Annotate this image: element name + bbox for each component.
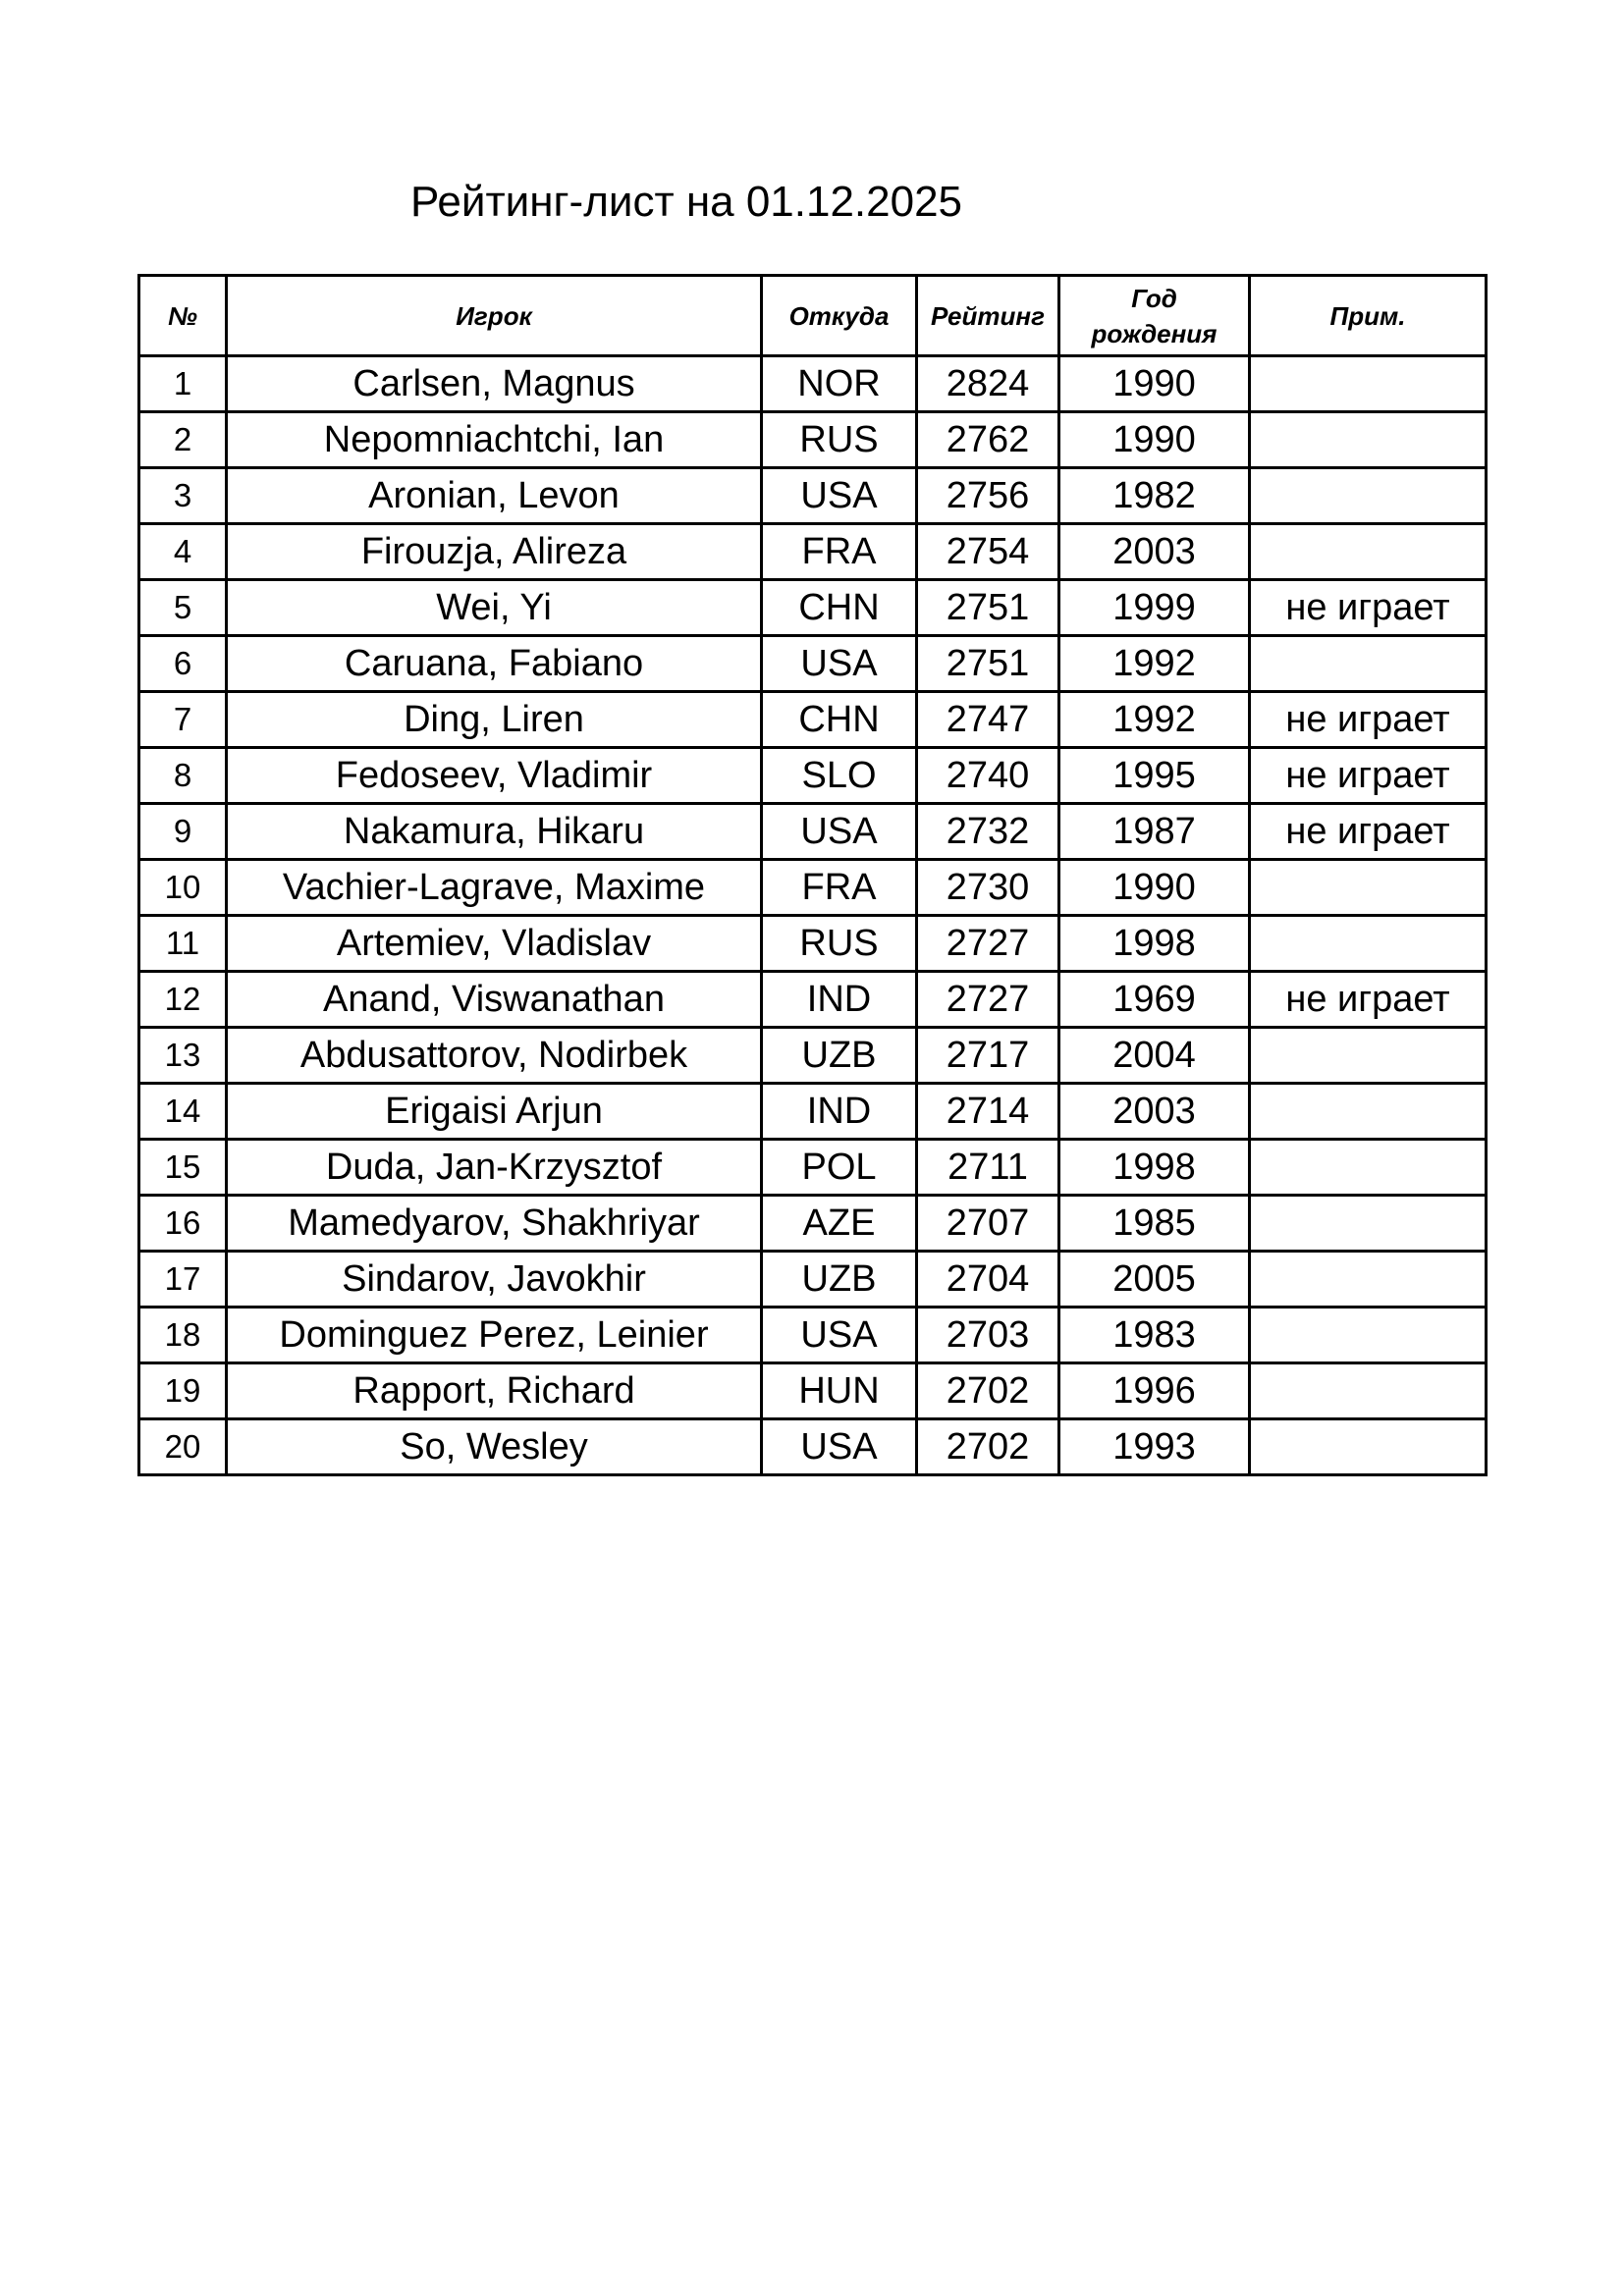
cell-birth-year: 1983 — [1059, 1308, 1250, 1363]
cell-note: не играет — [1250, 580, 1487, 636]
cell-birth-year: 1992 — [1059, 636, 1250, 692]
cell-note — [1250, 1308, 1487, 1363]
table-row — [139, 1308, 1487, 1363]
cell-rating: 2727 — [917, 972, 1059, 1028]
rating-table — [137, 274, 1488, 1476]
cell-player: Carlsen, Magnus — [227, 356, 762, 412]
cell-num: 1 — [139, 356, 227, 412]
table-row — [139, 1028, 1487, 1084]
header-note: Прим. — [1250, 276, 1487, 356]
cell-num: 13 — [139, 1028, 227, 1084]
table-row — [139, 1140, 1487, 1196]
cell-rating: 2751 — [917, 580, 1059, 636]
cell-country: IND — [762, 972, 917, 1028]
cell-rating: 2747 — [917, 692, 1059, 748]
cell-country: RUS — [762, 412, 917, 468]
cell-rating: 2727 — [917, 916, 1059, 972]
cell-num: 9 — [139, 804, 227, 860]
cell-rating: 2711 — [917, 1140, 1059, 1196]
cell-country: CHN — [762, 692, 917, 748]
cell-rating: 2702 — [917, 1363, 1059, 1419]
cell-country: SLO — [762, 748, 917, 804]
page-title: Рейтинг-лист на 01.12.2025 — [410, 178, 963, 226]
cell-player: Fedoseev, Vladimir — [227, 748, 762, 804]
cell-note — [1250, 1140, 1487, 1196]
cell-rating: 2732 — [917, 804, 1059, 860]
cell-rating: 2702 — [917, 1419, 1059, 1475]
cell-num: 5 — [139, 580, 227, 636]
cell-birth-year: 1992 — [1059, 692, 1250, 748]
cell-player: Duda, Jan-Krzysztof — [227, 1140, 762, 1196]
table-body — [139, 356, 1487, 1475]
cell-rating: 2762 — [917, 412, 1059, 468]
table-row — [139, 916, 1487, 972]
cell-player: Nakamura, Hikaru — [227, 804, 762, 860]
cell-note — [1250, 1028, 1487, 1084]
cell-birth-year: 1999 — [1059, 580, 1250, 636]
cell-note: не играет — [1250, 748, 1487, 804]
cell-player: Firouzja, Alireza — [227, 524, 762, 580]
cell-player: Rapport, Richard — [227, 1363, 762, 1419]
table-header-row — [139, 276, 1487, 356]
cell-country: USA — [762, 636, 917, 692]
table-row — [139, 748, 1487, 804]
cell-player: Vachier-Lagrave, Maxime — [227, 860, 762, 916]
cell-birth-year: 1993 — [1059, 1419, 1250, 1475]
cell-num: 7 — [139, 692, 227, 748]
cell-num: 2 — [139, 412, 227, 468]
table-row — [139, 972, 1487, 1028]
table-row — [139, 468, 1487, 524]
cell-rating: 2754 — [917, 524, 1059, 580]
cell-country: FRA — [762, 524, 917, 580]
cell-note: не играет — [1250, 692, 1487, 748]
table-row — [139, 1252, 1487, 1308]
cell-rating: 2824 — [917, 356, 1059, 412]
cell-num: 16 — [139, 1196, 227, 1252]
header-rating: Рейтинг — [917, 276, 1059, 356]
cell-player: Mamedyarov, Shakhriyar — [227, 1196, 762, 1252]
cell-birth-year: 1987 — [1059, 804, 1250, 860]
table-row — [139, 692, 1487, 748]
cell-rating: 2751 — [917, 636, 1059, 692]
cell-birth-year: 2003 — [1059, 1084, 1250, 1140]
cell-rating: 2704 — [917, 1252, 1059, 1308]
cell-player: Ding, Liren — [227, 692, 762, 748]
header-birth-year-line2: рождения — [1091, 318, 1218, 348]
cell-num: 17 — [139, 1252, 227, 1308]
table-row — [139, 356, 1487, 412]
cell-birth-year: 1998 — [1059, 1140, 1250, 1196]
cell-country: HUN — [762, 1363, 917, 1419]
cell-note — [1250, 524, 1487, 580]
cell-rating: 2707 — [917, 1196, 1059, 1252]
cell-country: USA — [762, 468, 917, 524]
cell-country: USA — [762, 1419, 917, 1475]
cell-num: 15 — [139, 1140, 227, 1196]
cell-rating: 2717 — [917, 1028, 1059, 1084]
header-birth-year — [1059, 276, 1250, 356]
cell-birth-year: 1990 — [1059, 356, 1250, 412]
table-row — [139, 1419, 1487, 1475]
cell-birth-year: 1998 — [1059, 916, 1250, 972]
cell-note: не играет — [1250, 972, 1487, 1028]
cell-note — [1250, 636, 1487, 692]
table-row — [139, 636, 1487, 692]
cell-rating: 2740 — [917, 748, 1059, 804]
cell-birth-year: 1985 — [1059, 1196, 1250, 1252]
header-player: Игрок — [227, 276, 762, 356]
cell-num: 11 — [139, 916, 227, 972]
cell-player: So, Wesley — [227, 1419, 762, 1475]
cell-country: USA — [762, 1308, 917, 1363]
cell-birth-year: 2003 — [1059, 524, 1250, 580]
cell-birth-year: 1990 — [1059, 412, 1250, 468]
cell-player: Erigaisi Arjun — [227, 1084, 762, 1140]
table-row — [139, 860, 1487, 916]
cell-country: FRA — [762, 860, 917, 916]
cell-num: 18 — [139, 1308, 227, 1363]
cell-note — [1250, 412, 1487, 468]
cell-player: Dominguez Perez, Leinier — [227, 1308, 762, 1363]
header-birth-year-line1: Год — [1131, 283, 1177, 313]
table-row — [139, 580, 1487, 636]
cell-note — [1250, 916, 1487, 972]
cell-country: UZB — [762, 1252, 917, 1308]
header-country: Откуда — [762, 276, 917, 356]
cell-player: Caruana, Fabiano — [227, 636, 762, 692]
cell-num: 12 — [139, 972, 227, 1028]
cell-num: 14 — [139, 1084, 227, 1140]
cell-note — [1250, 1363, 1487, 1419]
cell-birth-year: 2005 — [1059, 1252, 1250, 1308]
cell-rating: 2714 — [917, 1084, 1059, 1140]
cell-note — [1250, 356, 1487, 412]
table-row — [139, 1084, 1487, 1140]
cell-note — [1250, 1196, 1487, 1252]
cell-num: 19 — [139, 1363, 227, 1419]
cell-note: не играет — [1250, 804, 1487, 860]
cell-num: 6 — [139, 636, 227, 692]
cell-country: IND — [762, 1084, 917, 1140]
cell-note — [1250, 1252, 1487, 1308]
cell-num: 10 — [139, 860, 227, 916]
cell-country: CHN — [762, 580, 917, 636]
cell-rating: 2703 — [917, 1308, 1059, 1363]
cell-player: Sindarov, Javokhir — [227, 1252, 762, 1308]
cell-note — [1250, 468, 1487, 524]
cell-birth-year: 2004 — [1059, 1028, 1250, 1084]
cell-num: 3 — [139, 468, 227, 524]
table-row — [139, 412, 1487, 468]
cell-num: 20 — [139, 1419, 227, 1475]
cell-player: Abdusattorov, Nodirbek — [227, 1028, 762, 1084]
cell-rating: 2730 — [917, 860, 1059, 916]
table-row — [139, 1196, 1487, 1252]
cell-num: 8 — [139, 748, 227, 804]
cell-country: POL — [762, 1140, 917, 1196]
cell-country: RUS — [762, 916, 917, 972]
cell-birth-year: 1990 — [1059, 860, 1250, 916]
cell-birth-year: 1982 — [1059, 468, 1250, 524]
cell-num: 4 — [139, 524, 227, 580]
cell-note — [1250, 1084, 1487, 1140]
cell-birth-year: 1969 — [1059, 972, 1250, 1028]
cell-birth-year: 1996 — [1059, 1363, 1250, 1419]
cell-birth-year: 1995 — [1059, 748, 1250, 804]
header-num: № — [139, 276, 227, 356]
cell-player: Anand, Viswanathan — [227, 972, 762, 1028]
cell-country: UZB — [762, 1028, 917, 1084]
cell-player: Artemiev, Vladislav — [227, 916, 762, 972]
table-row — [139, 804, 1487, 860]
cell-country: NOR — [762, 356, 917, 412]
cell-country: AZE — [762, 1196, 917, 1252]
table-row — [139, 1363, 1487, 1419]
cell-player: Aronian, Levon — [227, 468, 762, 524]
cell-player: Nepomniachtchi, Ian — [227, 412, 762, 468]
cell-note — [1250, 1419, 1487, 1475]
cell-country: USA — [762, 804, 917, 860]
cell-player: Wei, Yi — [227, 580, 762, 636]
table-row — [139, 524, 1487, 580]
cell-note — [1250, 860, 1487, 916]
cell-rating: 2756 — [917, 468, 1059, 524]
